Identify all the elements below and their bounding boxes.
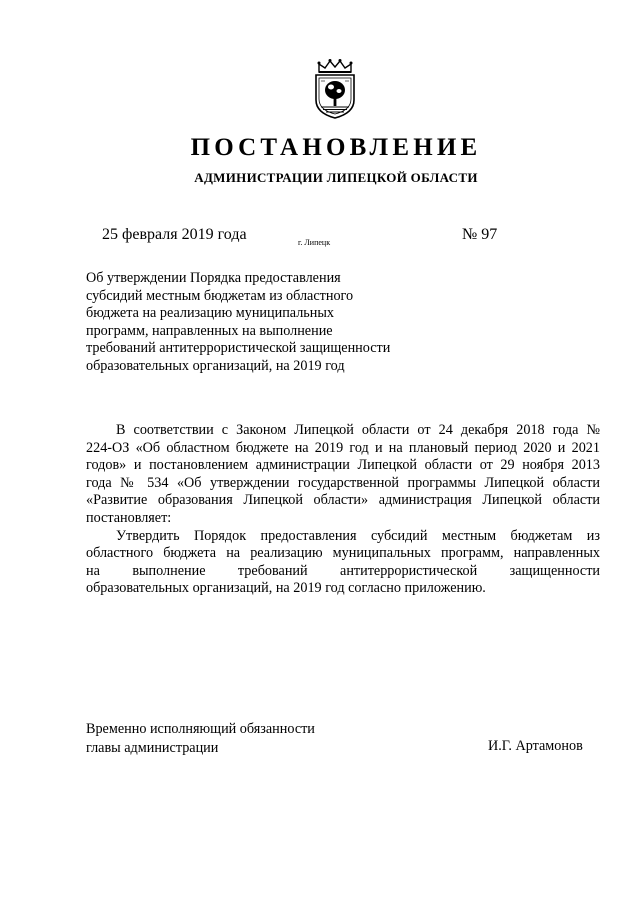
signatory-name: И.Г. Артамонов — [488, 738, 583, 754]
signatory-position-line: Временно исполняющий обязанности — [86, 721, 315, 737]
signatory-position-line: главы администрации — [86, 739, 219, 756]
document-date: 25 февраля 2019 года — [102, 226, 247, 243]
signatory-position — [86, 720, 315, 757]
body-line: 224-ОЗ «Об областном бюджете на 2019 год и на плановый период 2020 и 2021 — [86, 439, 600, 456]
body-line: на выполнение требований антитеррористической защищенности — [86, 562, 600, 579]
body-line: Утвердить Порядок предоставления субсидий местным бюджетам из — [116, 527, 600, 544]
body-line: постановляет: — [86, 509, 172, 526]
body-line: образовательных организаций, на 2019 год согласно приложению. — [86, 580, 486, 597]
document-number: № 97 — [462, 226, 498, 243]
document-subject — [86, 270, 426, 376]
body-line: года № 534 «Об утверждении государственной программы Липецкой области — [86, 474, 600, 491]
body-line: областного бюджета на реализацию муниципальных программ, направленных — [86, 545, 600, 562]
subject-line: Об утверждении Порядка предоставления — [86, 270, 341, 286]
coat-of-arms-icon — [311, 58, 359, 120]
document-city: г. Липецк — [298, 238, 331, 247]
document-subtitle: АДМИНИСТРАЦИИ ЛИПЕЦКОЙ ОБЛАСТИ — [194, 170, 478, 185]
body-line: «Развитие образования Липецкой области» администрация Липецкой области — [86, 492, 600, 509]
subject-line: субсидий местным бюджетам из областного — [86, 287, 354, 304]
document-body — [86, 422, 600, 598]
subject-line: требований антитеррористической защищенности — [86, 340, 391, 357]
subject-line: образовательных организаций, на 2019 год — [86, 357, 345, 374]
body-line: годов» и постановлением администрации Липецкой области от 29 ноября 2013 — [86, 457, 600, 474]
body-line: В соответствии с Законом Липецкой области от 24 декабря 2018 года № — [116, 422, 600, 438]
subject-line: программ, направленных на выполнение — [86, 322, 333, 339]
document-title: ПОСТАНОВЛЕНИЕ — [190, 134, 482, 161]
subject-line: бюджета на реализацию муниципальных — [86, 305, 334, 322]
